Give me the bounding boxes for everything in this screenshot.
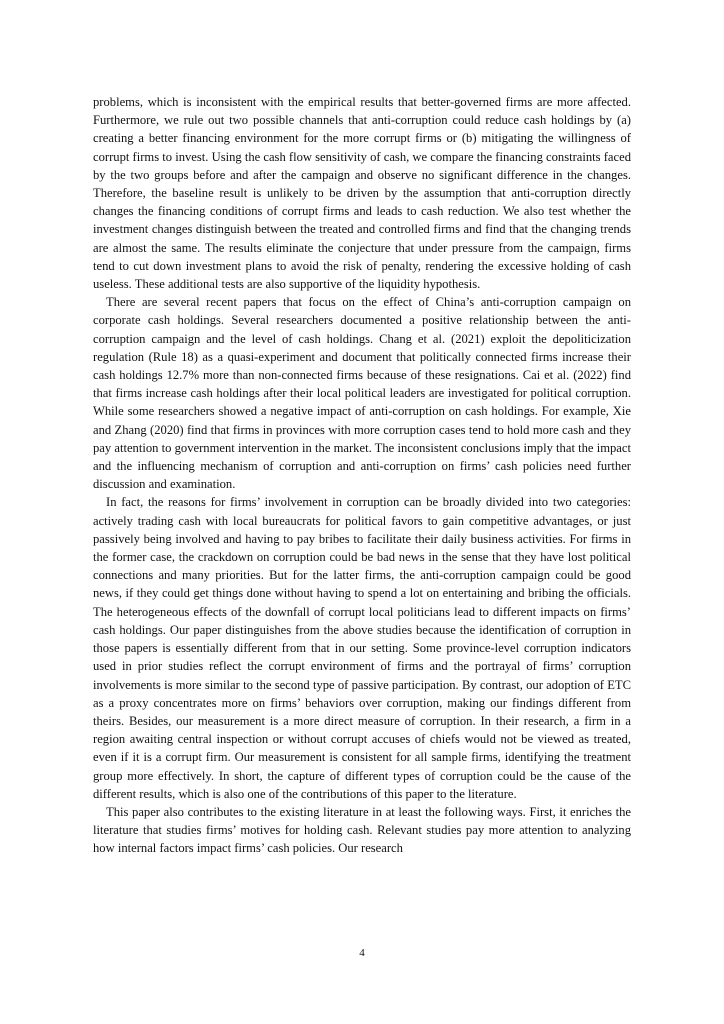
paragraph-corruption-types: In fact, the reasons for firms’ involvement in corruption can be broadly divided into two categories: actively trading cash with local bureaucrats for political favors to gain competitive advantages, or just passively being involved and having to pay bribes to facilitate their daily business activities. For firms in the former case, the crackdown on corruption could be bad news in the sense that they have lost political connections and many priorities. But for the latter firms, the anti-corruption campaign could be good news, if they could get things done without having to spend a lot on entertaining and bribing the officials. The heterogeneous effects of the downfall of corrupt local politicians lead to different impacts on firms’ cash holdings. Our paper distinguishes from the above studies because the identification of corruption in those papers is essentially different from that in our setting. Some province-level corruption indicators used in prior studies reflect the corrupt environment of firms and the portrayal of firms’ corruption involvements is more similar to the second type of passive participation. By contrast, our adoption of ETC as a proxy concentrates more on firms’ behaviors over corruption, making our findings different from theirs. Besides, our measurement is a more direct measure of corruption. In their research, a firm in a region awaiting central inspection or without corrupt accuses of chiefs would not be viewed as treated, even if it is a corrupt firm. Our measurement is consistent for all sample firms, identifying the treatment group more effectively. In short, the capture of different types of corruption could be the cause of the different results, which is also one of the contributions of this paper to the literature.: [93, 495, 631, 801]
paragraph-related-papers: There are several recent papers that focus on the effect of China’s anti-corruption campaign on corporate cash holdings. Several researchers documented a positive relationship between the anti-corruption campaign and the level of cash holdings. Chang et al. (2021) exploit the depoliticization regulation (Rule 18) as a quasi-experiment and document that politically connected firms increase their cash holdings 12.7% more than non-connected firms because of these resignations. Cai et al. (2022) find that firms increase cash holdings after their local political leaders are investigated for political corruption. While some researchers showed a negative impact of anti-corruption on cash holdings. For example, Xie and Zhang (2020) find that firms in provinces with more corruption cases tend to hold more cash and they pay attention to government intervention in the market. The inconsistent conclusions imply that the impact and the influencing mechanism of corruption and anti-corruption on firms’ cash policies need further discussion and examination.: [93, 295, 631, 492]
body-text: [93, 93, 631, 858]
paragraph-continuation: problems, which is inconsistent with the empirical results that better-governed firms are more affected. Furthermore, we rule out two possible channels that anti-corruption could reduce cash holdings by (a) creating a better financing environment for the more corrupt firms or (b) mitigating the willingness of corrupt firms to invest. Using the cash flow sensitivity of cash, we compare the financing constraints faced by the two groups before and after the campaign and observe no significant difference in the changes. Therefore, the baseline result is unlikely to be driven by the assumption that anti-corruption directly changes the financing conditions of corrupt firms and leads to cash reduction. We also test whether the investment changes distinguish between the treated and controlled firms and find that the changing trends are almost the same. The results eliminate the conjecture that under pressure from the campaign, firms tend to cut down investment plans to avoid the risk of penalty, rendering the excessive holding of cash useless. These additional tests are also supportive of the liquidity hypothesis.: [93, 95, 631, 292]
paragraph-contributions: This paper also contributes to the existing literature in at least the following ways. First, it enriches the literature that studies firms’ motives for holding cash. Relevant studies pay more attention to analyzing how internal factors impact firms’ cash policies. Our research: [93, 804, 631, 856]
page-number: 4: [359, 947, 365, 959]
